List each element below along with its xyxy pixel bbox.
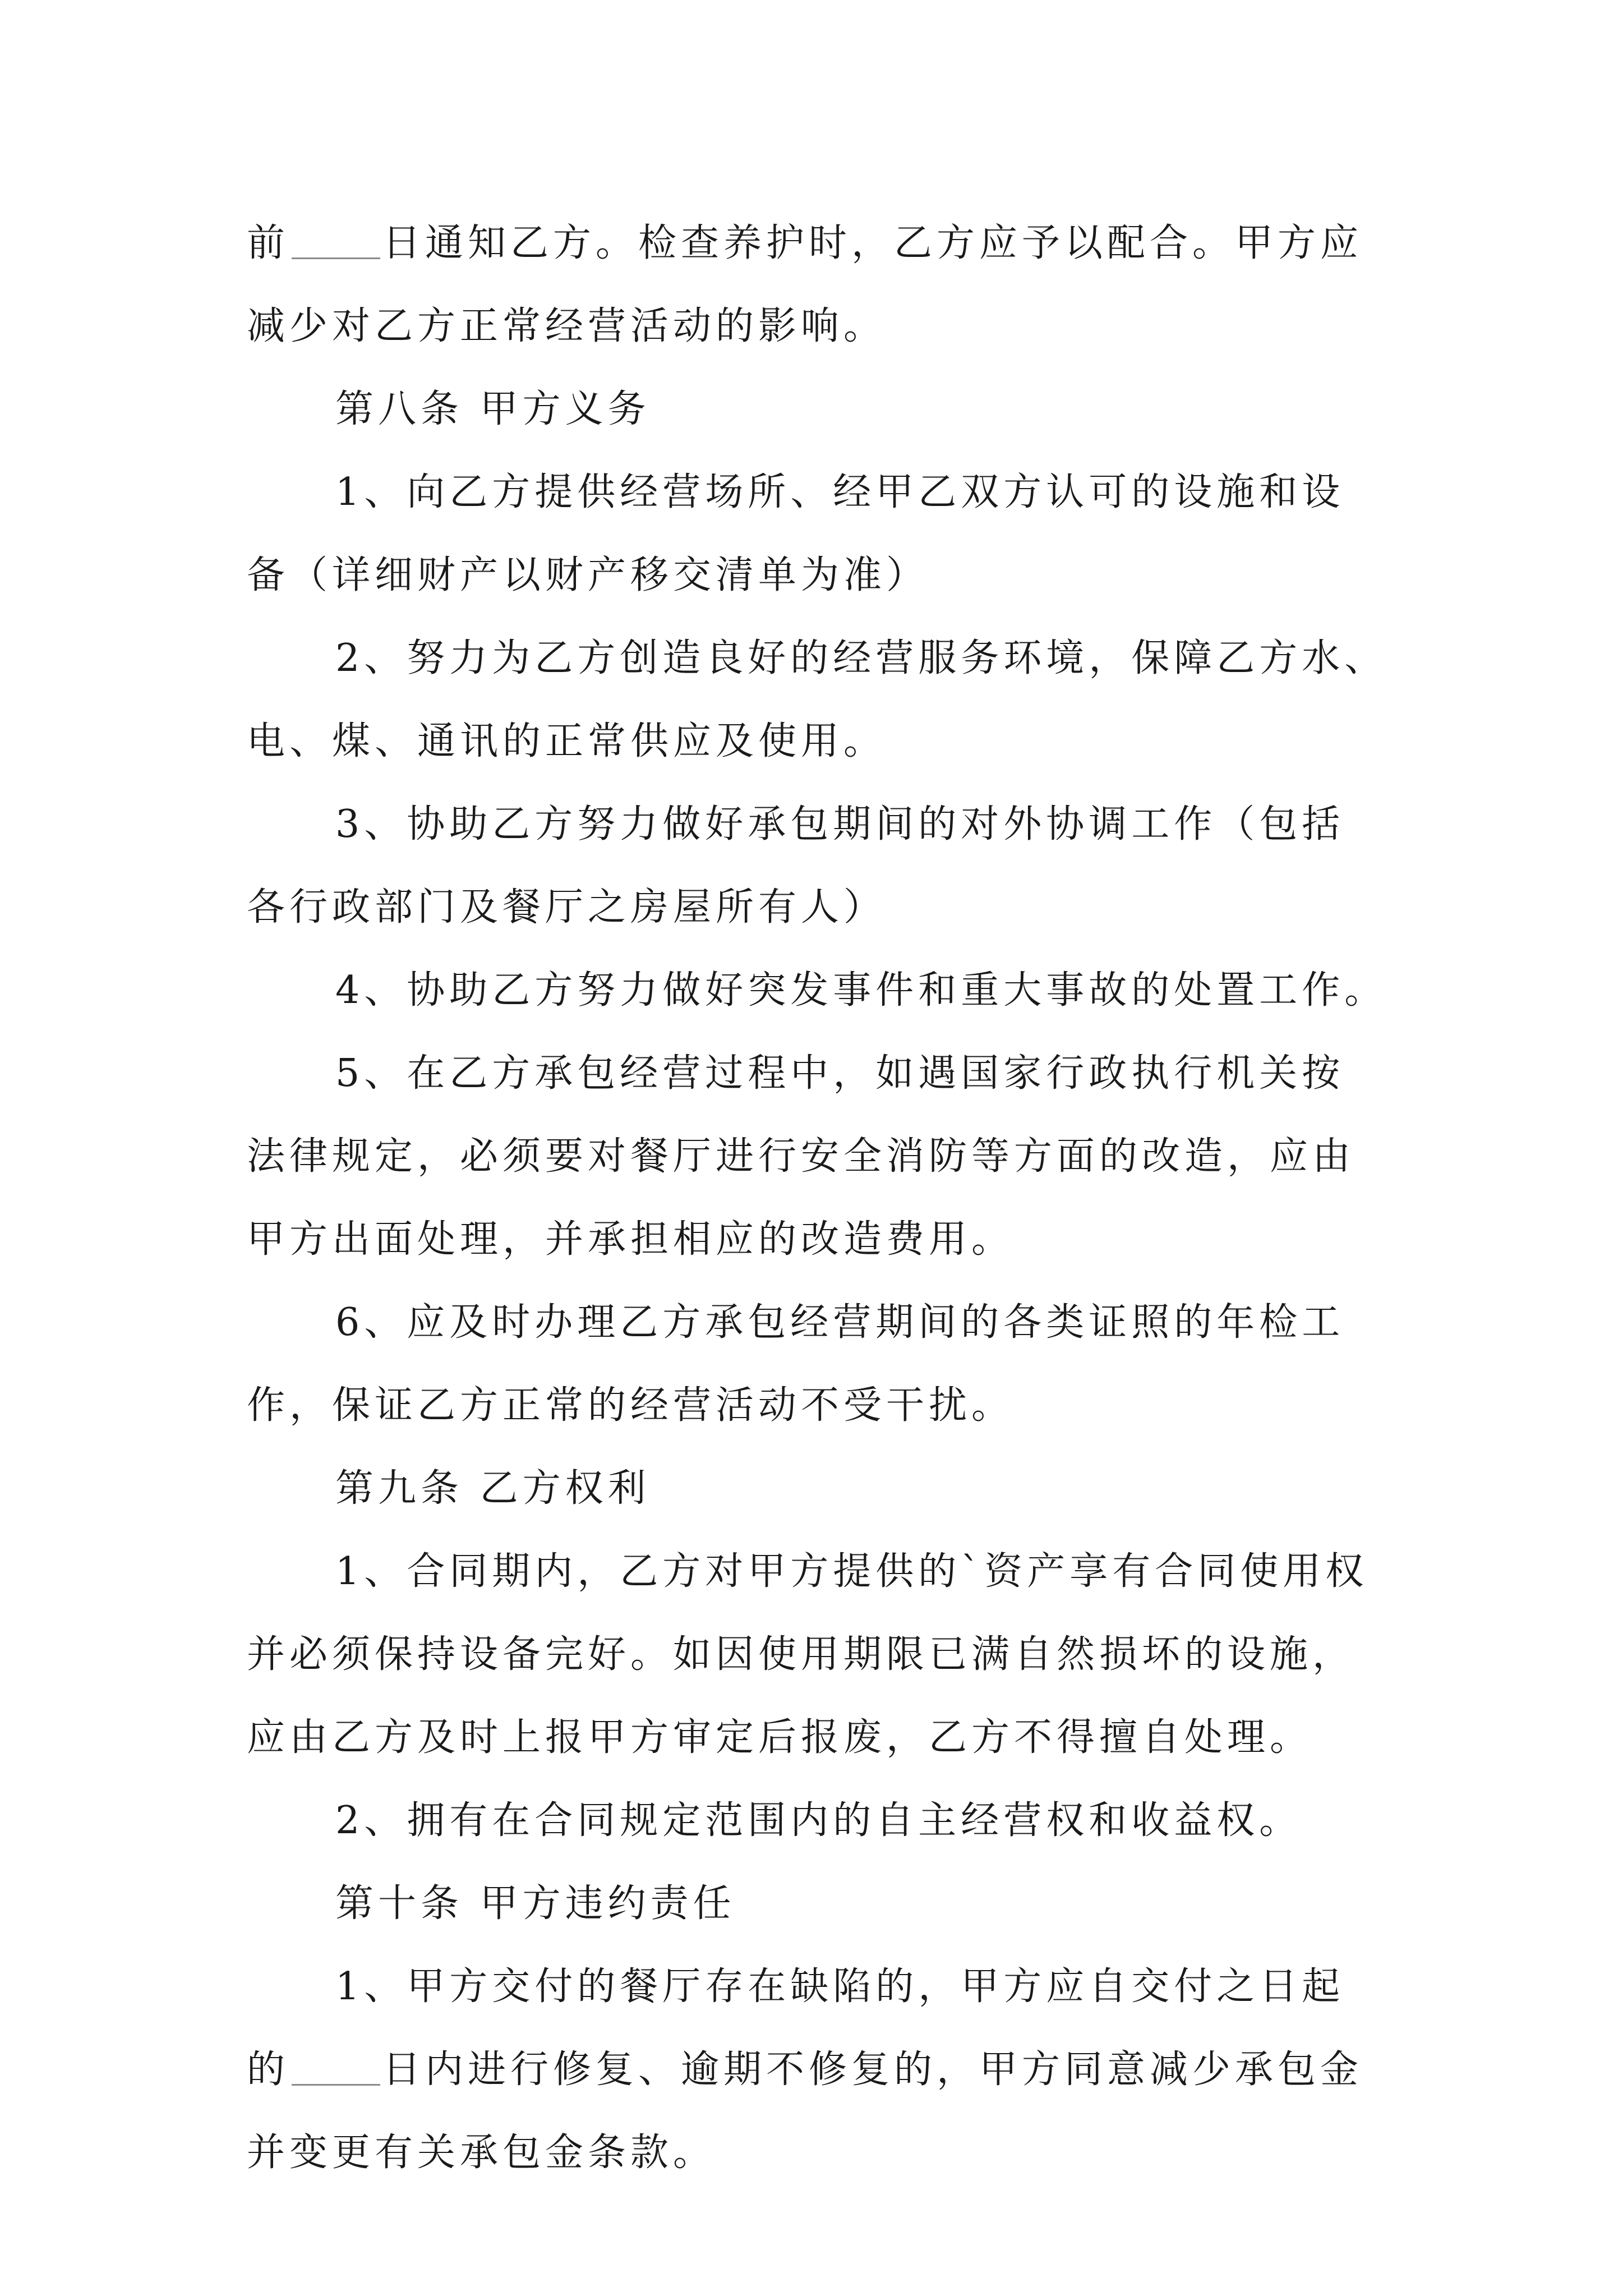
paragraph-line: 应由乙方及时上报甲方审定后报废，乙方不得擅自处理。	[247, 1715, 1313, 1760]
paragraph-line: 3、协助乙方努力做好承包期间的对外协调工作（包括	[335, 802, 1345, 846]
text-fragment: 前	[247, 221, 290, 265]
paragraph-line: 作，保证乙方正常的经营活动不受干扰。	[247, 1383, 1015, 1428]
paragraph-line: 6、应及时办理乙方承包经营期间的各类证照的年检工	[335, 1300, 1345, 1345]
paragraph-line: 法律规定，必须要对餐厅进行安全消防等方面的改造，应由	[247, 1134, 1355, 1179]
fill-in-blank	[292, 2046, 380, 2086]
document-body	[247, 202, 1391, 2194]
paragraph-line: 减少对乙方正常经营活动的影响。	[247, 304, 887, 348]
paragraph-line: 1、甲方交付的餐厅存在缺陷的，甲方应自交付之日起	[335, 1964, 1345, 2009]
article-heading: 第九条 乙方权利	[335, 1466, 651, 1511]
paragraph-line: 各行政部门及餐厅之房屋所有人）	[247, 885, 887, 930]
paragraph-line: 2、努力为乙方创造良好的经营服务环境，保障乙方水、	[335, 636, 1387, 680]
paragraph-line: 电、煤、通讯的正常供应及使用。	[247, 719, 887, 763]
paragraph-line: 4、协助乙方努力做好突发事件和重大事故的处置工作。	[335, 968, 1387, 1013]
paragraph-line: 2、拥有在合同规定范围内的自主经营权和收益权。	[335, 1798, 1302, 1843]
fill-in-blank	[292, 219, 380, 259]
paragraph-line: 甲方出面处理，并承担相应的改造费用。	[247, 1217, 1015, 1262]
article-heading: 第十条 甲方违约责任	[335, 1881, 736, 1926]
paragraph-line	[247, 202, 1391, 285]
paragraph-line: 备（详细财产以财产移交清单为准）	[247, 553, 929, 597]
paragraph-line: 并变更有关承包金条款。	[247, 2131, 716, 2175]
text-fragment: 日通知乙方。检查养护时，乙方应予以配合。甲方应	[382, 221, 1363, 265]
paragraph-line: 1、向乙方提供经营场所、经甲乙双方认可的设施和设	[335, 470, 1345, 514]
text-fragment: 日内进行修复、逾期不修复的，甲方同意减少承包金	[382, 2047, 1363, 2092]
paragraph-line: 1、合同期内，乙方对甲方提供的`资产享有合同使用权	[335, 1549, 1368, 1594]
article-heading: 第八条 甲方义务	[335, 387, 651, 431]
paragraph-line	[247, 2028, 1391, 2111]
paragraph-line: 并必须保持设备完好。如因使用期限已满自然损坏的设施，	[247, 1632, 1355, 1677]
text-fragment: 的	[247, 2047, 290, 2092]
paragraph-line: 5、在乙方承包经营过程中，如遇国家行政执行机关按	[335, 1051, 1345, 1096]
